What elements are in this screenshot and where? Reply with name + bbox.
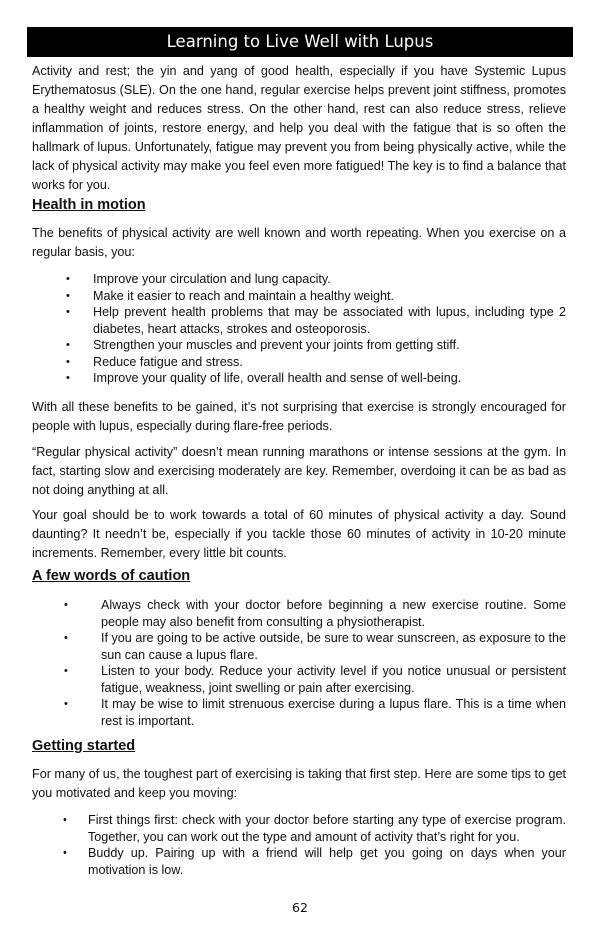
list-item bbox=[32, 370, 566, 387]
health-lead-paragraph: The benefits of physical activity are well known and worth repeating. When you exercise on a regular basis, you: bbox=[32, 226, 566, 259]
bullet-icon: • bbox=[66, 289, 70, 302]
intro-paragraph: Activity and rest; the yin and yang of good health, especially if you have Systemic Lupus Erythematosus (SLE). On the one hand, regular exercise helps prevent joint stiffness, promotes a healthy weight and reduces stress. On the other hand, rest can also reduce stress, relieve inflammation of joints, restore energy, and help you deal with the fatigue that is so often the hallmark of lupus. Unfortunately, fatigue may prevent you from being physically active, while the lack of physical activity may make you feel even more fatigued! The key is to find a balance that works for you. bbox=[32, 64, 566, 192]
list-item-text: It may be wise to limit strenuous exercise during a lupus flare. This is a time when rest is important. bbox=[101, 697, 566, 728]
list-item-text: If you are going to be active outside, be sure to wear sunscreen, as exposure to the sun can cause a lupus flare. bbox=[101, 631, 566, 662]
list-item bbox=[32, 337, 566, 354]
heading-caution: A few words of caution bbox=[32, 568, 191, 584]
heading-getting-started: Getting started bbox=[32, 738, 136, 754]
heading-health-in-motion: Health in motion bbox=[32, 197, 146, 213]
bullet-icon: • bbox=[63, 814, 67, 826]
bullet-icon: • bbox=[66, 339, 70, 351]
list-item-text: Listen to your body. Reduce your activity level if you notice unusual or persistent fatigue, weakness, joint swelling or pain after exercising. bbox=[101, 664, 566, 695]
bullet-icon: • bbox=[66, 273, 70, 285]
regular-activity-paragraph: “Regular physical activity” doesn’t mean running marathons or intense sessions at the gym. In fact, starting slow and exercising moderately are key. Remember, overdoing it can be as bad as not doing anything at all. bbox=[32, 445, 566, 497]
list-item bbox=[32, 288, 566, 305]
benefits-list bbox=[32, 271, 566, 387]
list-item-text: Buddy up. Pairing up with a friend will help get you going on days when your motivation is low. bbox=[88, 846, 566, 877]
list-item bbox=[32, 354, 566, 371]
page-number: 62 bbox=[292, 900, 308, 915]
list-item bbox=[32, 663, 566, 696]
tips-list bbox=[32, 812, 566, 878]
list-item bbox=[32, 696, 566, 729]
bullet-icon: • bbox=[66, 372, 70, 384]
list-item bbox=[32, 630, 566, 663]
bullet-icon: • bbox=[64, 665, 68, 677]
list-item bbox=[32, 304, 566, 337]
list-item-text: Improve your circulation and lung capacity. bbox=[93, 272, 331, 286]
bullet-icon: • bbox=[66, 355, 70, 368]
bullet-icon: • bbox=[64, 599, 68, 611]
list-item bbox=[32, 812, 566, 845]
bullet-icon: • bbox=[66, 306, 70, 318]
list-item-text: First things first: check with your doctor before starting any type of exercise program. Together, you can work out the type and amount of activity that’s right for you. bbox=[88, 813, 566, 844]
started-lead-paragraph: For many of us, the toughest part of exercising is taking that first step. Here are some tips to get you motivated and keep you moving: bbox=[32, 767, 566, 800]
list-item bbox=[32, 845, 566, 878]
list-item-text: Improve your quality of life, overall health and sense of well-being. bbox=[93, 371, 462, 385]
bullet-icon: • bbox=[64, 698, 68, 710]
benefits-paragraph: With all these benefits to be gained, it’s not surprising that exercise is strongly encouraged for people with lupus, especially during flare-free periods. bbox=[32, 400, 566, 433]
list-item-text: Help prevent health problems that may be associated with lupus, including type 2 diabetes, heart attacks, strokes and osteoporosis. bbox=[93, 305, 566, 336]
list-item bbox=[32, 271, 566, 288]
list-item bbox=[32, 597, 566, 630]
page-title-banner: Learning to Live Well with Lupus bbox=[27, 27, 573, 57]
goal-paragraph: Your goal should be to work towards a total of 60 minutes of physical activity a day. Sound daunting? It needn’t be, especially if you tackle those 60 minutes of activity in 10-20 minute increments. Remember, every little bit counts. bbox=[32, 508, 566, 560]
bullet-icon: • bbox=[63, 847, 67, 859]
list-item-text: Reduce fatigue and stress. bbox=[93, 354, 243, 369]
list-item-text: Strengthen your muscles and prevent your joints from getting stiff. bbox=[93, 338, 460, 352]
caution-list bbox=[32, 597, 566, 729]
list-item-text: Make it easier to reach and maintain a healthy weight. bbox=[93, 288, 395, 303]
bullet-icon: • bbox=[64, 632, 68, 644]
list-item-text: Always check with your doctor before beginning a new exercise routine. Some people may also benefit from consulting a physiotherapist. bbox=[101, 598, 566, 629]
